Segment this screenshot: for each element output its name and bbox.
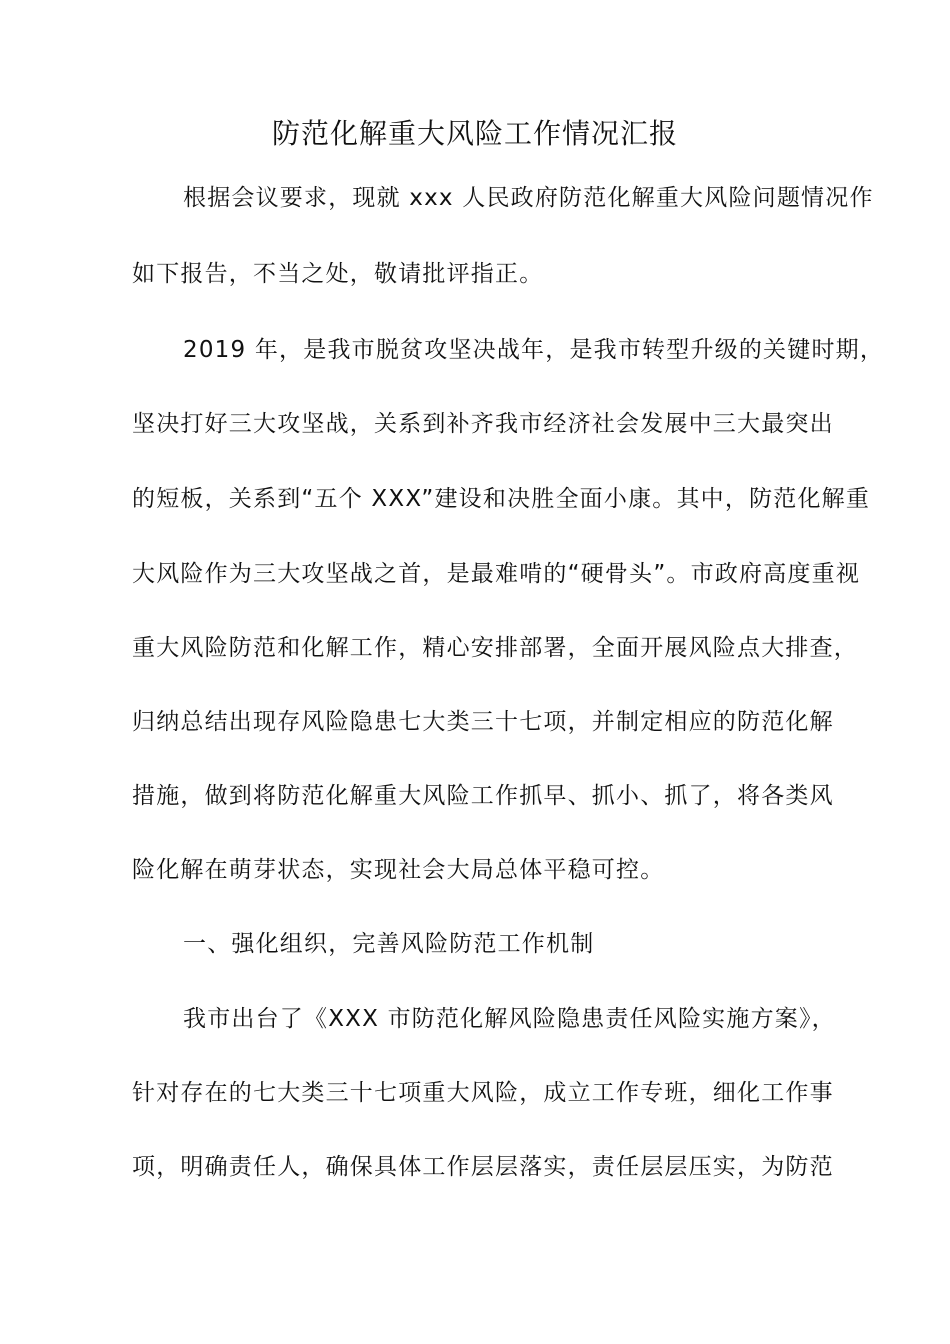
paragraph-line: 针对存在的七大类三十七项重大风险，成立工作专班，细化工作事 bbox=[132, 1080, 834, 1106]
paragraph-line: 根据会议要求，现就 xxx 人民政府防范化解重大风险问题情况作 bbox=[183, 185, 874, 211]
paragraph-line: 归纳总结出现存风险隐患七大类三十七项，并制定相应的防范化解 bbox=[132, 709, 834, 735]
document-title: 防范化解重大风险工作情况汇报 bbox=[271, 117, 678, 150]
paragraph-line: 我市出台了《XXX 市防范化解风险隐患责任风险实施方案》， bbox=[183, 1006, 836, 1032]
section-heading: 一、强化组织，完善风险防范工作机制 bbox=[183, 931, 595, 957]
paragraph-line: 重大风险防范和化解工作，精心安排部署，全面开展风险点大排查， bbox=[132, 635, 858, 661]
paragraph-line: 如下报告，不当之处，敬请批评指正。 bbox=[132, 261, 544, 287]
paragraph-line: 2019 年，是我市脱贫攻坚决战年，是我市转型升级的关键时期， bbox=[183, 337, 885, 363]
paragraph-line: 的短板，关系到“五个 XXX”建设和决胜全面小康。其中，防范化解重 bbox=[132, 486, 871, 512]
paragraph-line: 坚决打好三大攻坚战，关系到补齐我市经济社会发展中三大最突出 bbox=[132, 411, 834, 437]
paragraph-line: 措施，做到将防范化解重大风险工作抓早、抓小、抓了，将各类风 bbox=[132, 783, 834, 809]
paragraph-line: 项，明确责任人，确保具体工作层层落实，责任层层压实，为防范 bbox=[132, 1154, 834, 1180]
paragraph-line: 险化解在萌芽状态，实现社会大局总体平稳可控。 bbox=[132, 857, 665, 883]
paragraph-line: 大风险作为三大攻坚战之首，是最难啃的“硬骨头”。市政府高度重视 bbox=[132, 561, 861, 587]
